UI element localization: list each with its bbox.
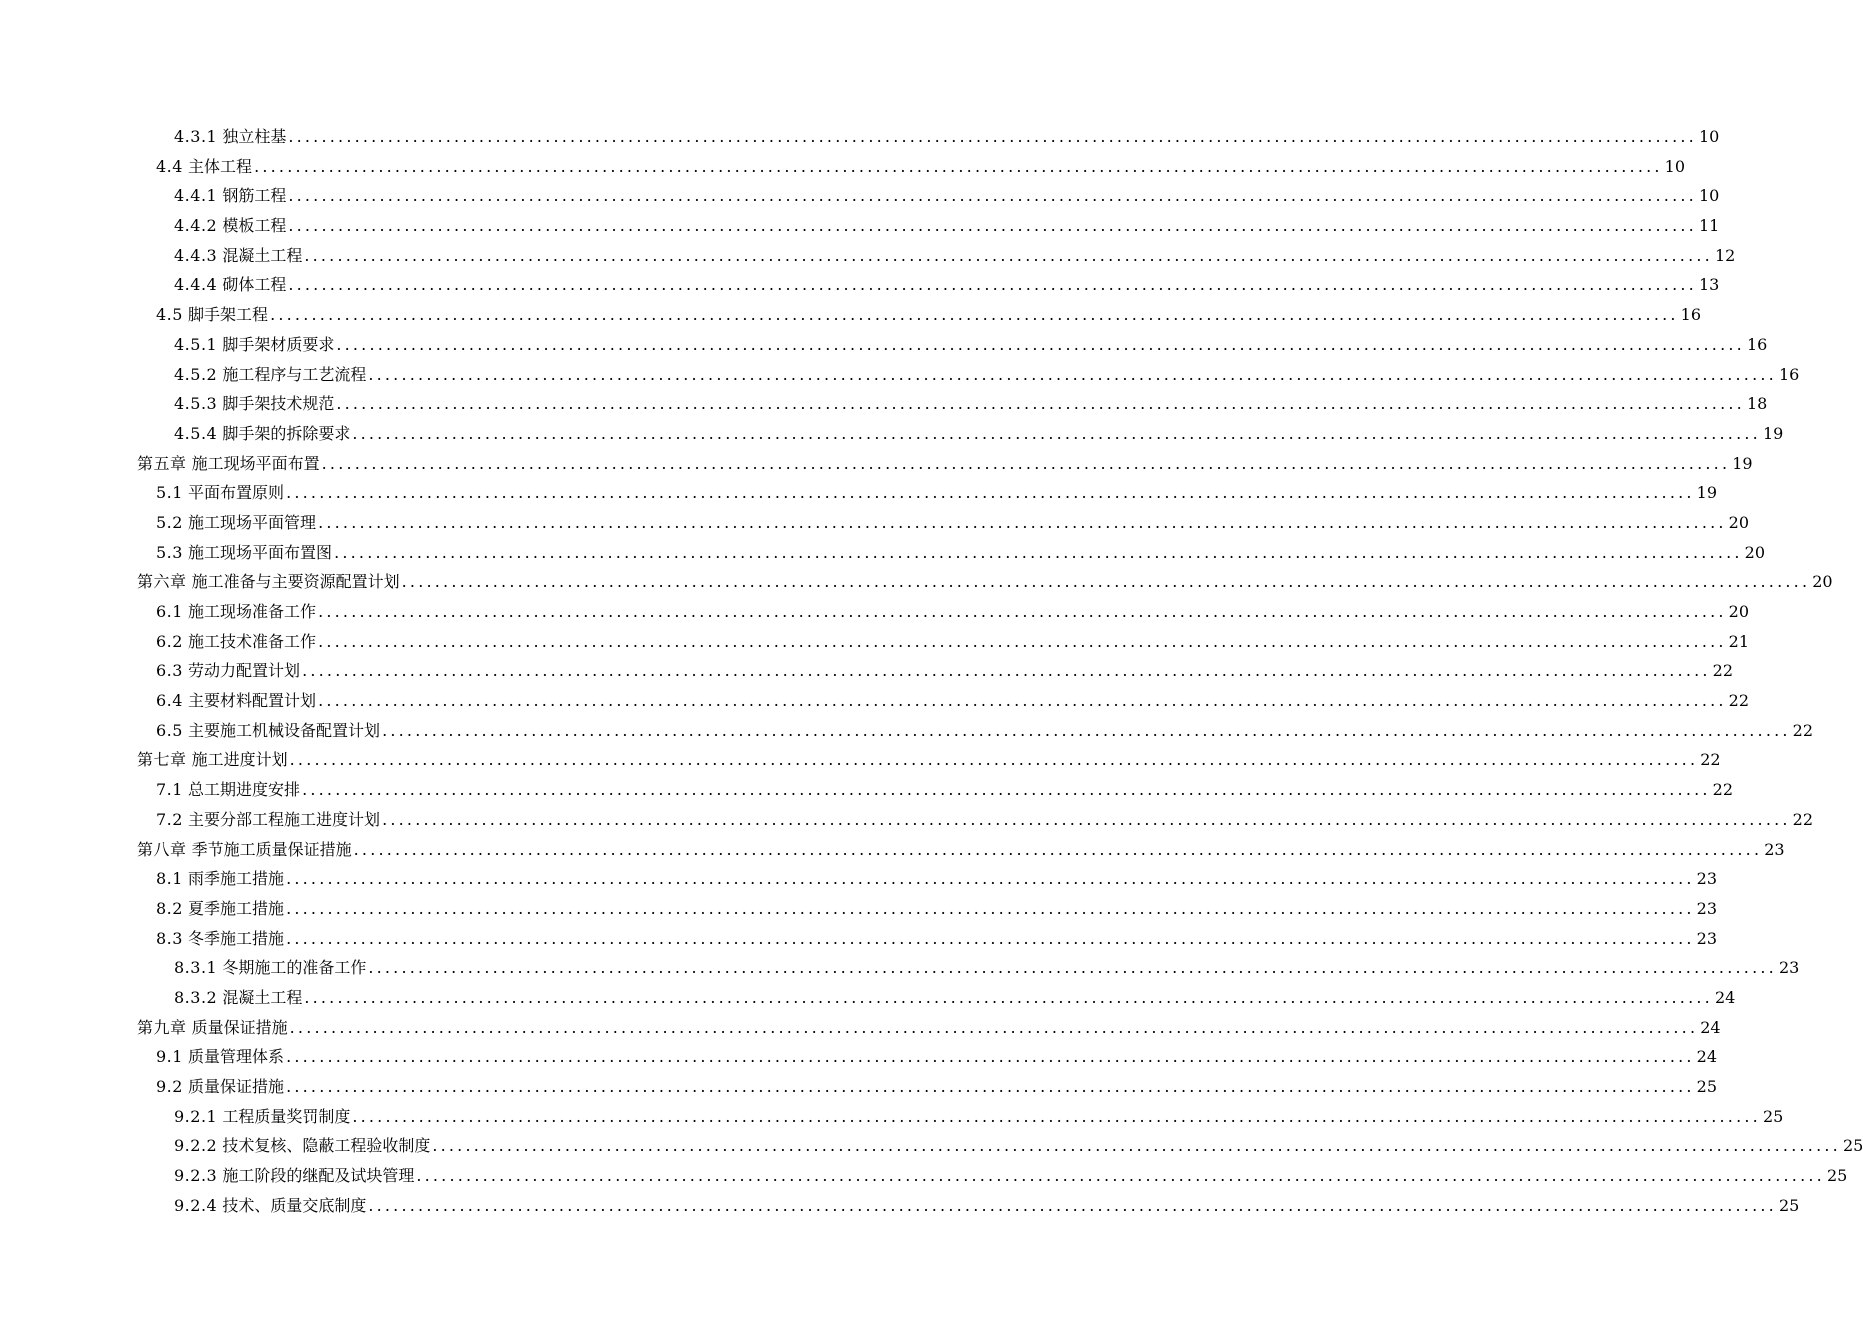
toc-entry[interactable]: [0, 983, 1736, 1013]
toc-page-number: 21: [1728, 631, 1750, 651]
toc-entry[interactable]: [0, 805, 1814, 835]
toc-entry-title: [137, 745, 290, 775]
toc-page-number: 25: [1762, 1106, 1784, 1126]
toc-page-number: 19: [1762, 423, 1784, 443]
table-of-contents: [0, 122, 1863, 1220]
toc-entry-text: 模板工程: [222, 216, 287, 236]
toc-entry-number: 4.4.4: [174, 275, 218, 295]
toc-entry-number: 6.1: [156, 602, 183, 621]
toc-entry-text: 独立柱基: [222, 127, 287, 146]
toc-page-number: 18: [1746, 394, 1768, 414]
toc-entry-number: 4.5.2: [174, 364, 218, 384]
toc-entry-text: 雨季施工措施: [188, 869, 285, 889]
toc-entry-text: 主要分部工程施工进度计划: [188, 809, 381, 829]
toc-entry-number: 4.4.2: [174, 216, 218, 236]
toc-entry-title: [156, 686, 318, 716]
toc-page-number: 10: [1698, 186, 1720, 206]
toc-dot-leader: ..........................................................................................................................................................................: [286, 1047, 1695, 1067]
toc-entry-number: 6.5: [156, 720, 183, 740]
toc-entry-text: 总工期进度安排: [188, 780, 301, 800]
toc-dot-leader: ..........................................................................................................................................................................: [270, 305, 1679, 325]
toc-entry-text: 施工技术准备工作: [188, 631, 317, 651]
toc-entry[interactable]: [0, 597, 1750, 627]
toc-dot-leader: ..........................................................................................................................................................................: [336, 394, 1745, 414]
toc-entry-title: [174, 330, 336, 360]
toc-entry[interactable]: [0, 449, 1753, 479]
toc-entry-title: [156, 300, 270, 330]
toc-dot-leader: ..........................................................................................................................................................................: [288, 127, 1697, 146]
toc-page-number: 22: [1700, 750, 1721, 770]
toc-dot-leader: ..........................................................................................................................................................................: [289, 1017, 1699, 1037]
toc-entry-text: 质量管理体系: [188, 1047, 285, 1067]
toc-entry[interactable]: [0, 1102, 1784, 1132]
toc-entry-number: 第九章: [137, 1017, 187, 1037]
toc-page-number: 20: [1728, 602, 1750, 621]
toc-dot-leader: ..........................................................................................................................................................................: [334, 542, 1743, 562]
toc-entry-text: 砌体工程: [222, 275, 287, 295]
toc-dot-leader: ..........................................................................................................................................................................: [304, 987, 1713, 1007]
toc-dot-leader: ..........................................................................................................................................................................: [302, 661, 1711, 681]
toc-entry[interactable]: [0, 330, 1768, 360]
toc-entry[interactable]: [0, 745, 1721, 775]
toc-dot-leader: ..........................................................................................................................................................................: [368, 1195, 1777, 1215]
toc-entry-text: 施工进度计划: [191, 750, 288, 770]
toc-dot-leader: ..........................................................................................................................................................................: [286, 898, 1695, 918]
toc-entry-text: 冬期施工的准备工作: [222, 958, 367, 978]
toc-dot-leader: ..........................................................................................................................................................................: [318, 631, 1727, 651]
toc-dot-leader: ..........................................................................................................................................................................: [286, 1077, 1695, 1096]
toc-page-number: 22: [1792, 809, 1814, 829]
toc-entry-title: [156, 656, 302, 686]
toc-entry-number: 4.5.4: [174, 423, 218, 443]
toc-dot-leader: ..........................................................................................................................................................................: [289, 750, 1699, 770]
toc-dot-leader: ..........................................................................................................................................................................: [254, 156, 1663, 176]
toc-page-number: 10: [1664, 156, 1686, 176]
toc-entry-number: 9.2.4: [174, 1195, 218, 1215]
toc-dot-leader: ..........................................................................................................................................................................: [321, 453, 1731, 473]
toc-page-number: 16: [1778, 364, 1800, 384]
toc-entry-title: [137, 835, 354, 865]
toc-page-number: 23: [1764, 839, 1785, 859]
toc-entry[interactable]: [0, 300, 1702, 330]
toc-dot-leader: ..........................................................................................................................................................................: [286, 928, 1695, 948]
toc-entry-text: 平面布置原则: [188, 483, 285, 503]
toc-dot-leader: ..........................................................................................................................................................................: [318, 512, 1727, 532]
toc-entry-title: [174, 181, 288, 211]
toc-entry-title: [174, 389, 336, 419]
toc-entry-title: [137, 1013, 290, 1043]
toc-dot-leader: ..........................................................................................................................................................................: [288, 186, 1697, 206]
toc-entry[interactable]: [0, 1131, 1863, 1161]
toc-entry-text: 工程质量奖罚制度: [222, 1106, 351, 1126]
toc-dot-leader: ..........................................................................................................................................................................: [368, 958, 1777, 978]
toc-entry-text: 主体工程: [188, 156, 253, 176]
toc-dot-leader: ..........................................................................................................................................................................: [416, 1166, 1825, 1186]
toc-entry-title: [174, 211, 288, 241]
toc-entry-text: 技术、质量交底制度: [222, 1195, 367, 1215]
toc-entry-title: [156, 1072, 286, 1102]
toc-entry[interactable]: [0, 1072, 1718, 1102]
toc-entry-text: 混凝土工程: [222, 245, 303, 265]
toc-dot-leader: ..........................................................................................................................................................................: [318, 602, 1727, 621]
toc-entry-number: 9.2.3: [174, 1166, 218, 1186]
toc-dot-leader: ..........................................................................................................................................................................: [286, 483, 1695, 503]
toc-entry-number: 9.2.1: [174, 1106, 218, 1126]
toc-entry-title: [156, 924, 286, 954]
toc-entry[interactable]: [0, 241, 1736, 271]
toc-page-number: 11: [1698, 216, 1720, 236]
toc-entry[interactable]: [0, 716, 1814, 746]
toc-page-number: 24: [1714, 987, 1736, 1007]
toc-entry-title: [156, 775, 302, 805]
toc-entry[interactable]: [0, 567, 1833, 597]
toc-entry-number: 5.1: [156, 483, 183, 503]
toc-page-number: 19: [1696, 483, 1718, 503]
toc-entry-number: 4.5.1: [174, 334, 218, 354]
toc-entry-title: [156, 627, 318, 657]
toc-entry[interactable]: [0, 894, 1718, 924]
toc-entry[interactable]: [0, 627, 1750, 657]
toc-entry-number: 8.2: [156, 898, 183, 918]
toc-entry[interactable]: [0, 478, 1718, 508]
toc-entry-text: 技术复核、隐蔽工程验收制度: [222, 1136, 431, 1156]
toc-page-number: 24: [1696, 1047, 1718, 1067]
toc-entry-number: 第七章: [137, 750, 187, 770]
toc-dot-leader: ..........................................................................................................................................................................: [368, 364, 1777, 384]
toc-entry-text: 脚手架材质要求: [222, 334, 335, 354]
toc-entry-number: 第八章: [137, 839, 187, 859]
toc-page-number: 25: [1842, 1136, 1863, 1156]
toc-entry-number: 第五章: [137, 453, 187, 473]
toc-entry-text: 劳动力配置计划: [188, 661, 301, 681]
toc-entry-text: 主要材料配置计划: [188, 691, 317, 711]
toc-entry-number: 7.2: [156, 809, 183, 829]
toc-entry-text: 冬季施工措施: [188, 928, 285, 948]
toc-page-number: 22: [1728, 691, 1750, 711]
toc-entry-text: 脚手架技术规范: [222, 394, 335, 414]
toc-dot-leader: ..........................................................................................................................................................................: [432, 1136, 1841, 1156]
toc-entry[interactable]: [0, 924, 1718, 954]
toc-dot-leader: ..........................................................................................................................................................................: [401, 572, 1811, 592]
toc-entry[interactable]: [0, 656, 1734, 686]
toc-entry-text: 施工现场准备工作: [188, 602, 317, 621]
toc-entry-number: 8.3.1: [174, 958, 218, 978]
toc-entry[interactable]: [0, 1191, 1800, 1221]
toc-page-number: 20: [1728, 512, 1750, 532]
toc-dot-leader: ..........................................................................................................................................................................: [382, 809, 1791, 829]
toc-dot-leader: ..........................................................................................................................................................................: [302, 780, 1711, 800]
toc-entry-number: 5.2: [156, 512, 183, 532]
toc-entry[interactable]: [0, 389, 1768, 419]
toc-dot-leader: ..........................................................................................................................................................................: [352, 1106, 1761, 1126]
toc-entry-text: 施工阶段的继配及试块管理: [222, 1166, 415, 1186]
toc-page-number: 10: [1698, 127, 1720, 146]
toc-entry-text: 施工程序与工艺流程: [222, 364, 367, 384]
toc-dot-leader: ..........................................................................................................................................................................: [288, 275, 1697, 295]
toc-entry-title: [156, 864, 286, 894]
toc-entry-number: 5.3: [156, 542, 183, 562]
toc-page-number: 24: [1700, 1017, 1721, 1037]
toc-entry-text: 施工现场平面布置: [191, 453, 320, 473]
toc-entry-text: 施工现场平面管理: [188, 512, 317, 532]
toc-entry-number: 8.1: [156, 869, 183, 889]
toc-page-number: 25: [1826, 1166, 1848, 1186]
toc-dot-leader: ..........................................................................................................................................................................: [318, 691, 1727, 711]
toc-entry-number: 4.4.3: [174, 245, 218, 265]
toc-entry-text: 施工准备与主要资源配置计划: [191, 572, 400, 592]
toc-entry-title: [174, 1191, 368, 1221]
toc-page-number: 12: [1714, 245, 1736, 265]
toc-page-number: 22: [1792, 720, 1814, 740]
toc-entry-title: [174, 360, 368, 390]
toc-entry-number: 4.4: [156, 156, 183, 176]
toc-entry-number: 7.1: [156, 780, 183, 800]
toc-entry[interactable]: [0, 1161, 1848, 1191]
toc-entry-number: 8.3.2: [174, 987, 218, 1007]
toc-entry-title: [156, 894, 286, 924]
toc-entry[interactable]: [0, 775, 1734, 805]
toc-page-number: 20: [1744, 542, 1766, 562]
toc-page-number: 13: [1698, 275, 1720, 295]
toc-entry-text: 季节施工质量保证措施: [191, 839, 352, 859]
toc-entry-text: 脚手架工程: [188, 305, 269, 325]
toc-page-number: 25: [1696, 1077, 1718, 1096]
toc-dot-leader: ..........................................................................................................................................................................: [382, 720, 1791, 740]
toc-entry-number: 6.3: [156, 661, 183, 681]
toc-dot-leader: ..........................................................................................................................................................................: [353, 839, 1763, 859]
toc-entry[interactable]: [0, 419, 1784, 449]
toc-entry-number: 第六章: [137, 572, 187, 592]
toc-entry[interactable]: [0, 122, 1720, 152]
toc-entry-text: 混凝土工程: [222, 987, 303, 1007]
toc-entry-number: 6.2: [156, 631, 183, 651]
toc-page-number: 23: [1696, 898, 1718, 918]
toc-entry-number: 9.2: [156, 1077, 183, 1096]
toc-entry-text: 施工现场平面布置图: [188, 542, 333, 562]
toc-entry-title: [156, 538, 334, 568]
toc-entry-number: 8.3: [156, 928, 183, 948]
toc-page-number: 22: [1712, 780, 1734, 800]
toc-entry-title: [156, 152, 254, 182]
toc-entry[interactable]: [0, 835, 1785, 865]
toc-entry-text: 质量保证措施: [188, 1077, 285, 1096]
toc-entry[interactable]: [0, 1042, 1718, 1072]
toc-entry[interactable]: [0, 181, 1720, 211]
toc-entry-title: [156, 508, 318, 538]
toc-entry-number: 4.5.3: [174, 394, 218, 414]
toc-entry-number: 4.5: [156, 305, 183, 325]
toc-entry[interactable]: [0, 152, 1686, 182]
toc-entry-text: 钢筋工程: [222, 186, 287, 206]
toc-entry-number: 9.2.2: [174, 1136, 218, 1156]
toc-entry-title: [137, 449, 322, 479]
toc-page-number: 23: [1696, 869, 1718, 889]
toc-entry-title: [137, 567, 402, 597]
toc-entry[interactable]: [0, 864, 1718, 894]
toc-entry-title: [156, 478, 286, 508]
toc-dot-leader: ..........................................................................................................................................................................: [336, 334, 1745, 354]
toc-entry-number: 4.4.1: [174, 186, 218, 206]
toc-entry-title: [174, 983, 304, 1013]
toc-entry-text: 脚手架的拆除要求: [222, 423, 351, 443]
toc-entry-title: [156, 597, 318, 627]
toc-entry[interactable]: [0, 270, 1720, 300]
toc-entry-title: [174, 241, 304, 271]
toc-entry-title: [174, 953, 368, 983]
toc-entry-text: 主要施工机械设备配置计划: [188, 720, 381, 740]
toc-entry-title: [156, 716, 382, 746]
toc-entry-title: [174, 122, 288, 152]
toc-page-number: 25: [1778, 1195, 1800, 1215]
toc-entry[interactable]: [0, 686, 1750, 716]
toc-dot-leader: ..........................................................................................................................................................................: [304, 245, 1713, 265]
toc-page-number: 16: [1680, 305, 1702, 325]
toc-dot-leader: ..........................................................................................................................................................................: [288, 216, 1697, 236]
toc-entry[interactable]: [0, 360, 1800, 390]
toc-entry-title: [174, 419, 352, 449]
toc-entry[interactable]: [0, 953, 1800, 983]
toc-entry[interactable]: [0, 1013, 1721, 1043]
toc-page-number: 20: [1812, 572, 1833, 592]
toc-page-number: 23: [1696, 928, 1718, 948]
toc-entry-number: 6.4: [156, 691, 183, 711]
toc-entry-title: [174, 1161, 416, 1191]
toc-entry[interactable]: [0, 211, 1720, 241]
toc-entry-text: 质量保证措施: [191, 1017, 288, 1037]
toc-page-number: 19: [1732, 453, 1753, 473]
toc-entry-number: 9.1: [156, 1047, 183, 1067]
toc-dot-leader: ..........................................................................................................................................................................: [352, 423, 1761, 443]
toc-entry[interactable]: [0, 508, 1750, 538]
toc-dot-leader: ..........................................................................................................................................................................: [286, 869, 1695, 889]
toc-entry-title: [174, 1102, 352, 1132]
toc-entry-title: [156, 805, 382, 835]
toc-entry-number: 4.3.1: [174, 127, 218, 146]
toc-page-number: 23: [1778, 958, 1800, 978]
toc-entry-title: [156, 1042, 286, 1072]
toc-entry-text: 夏季施工措施: [188, 898, 285, 918]
toc-entry-title: [174, 270, 288, 300]
toc-entry-title: [174, 1131, 432, 1161]
toc-entry[interactable]: [0, 538, 1766, 568]
toc-page-number: 22: [1712, 661, 1734, 681]
toc-page-number: 16: [1746, 334, 1768, 354]
